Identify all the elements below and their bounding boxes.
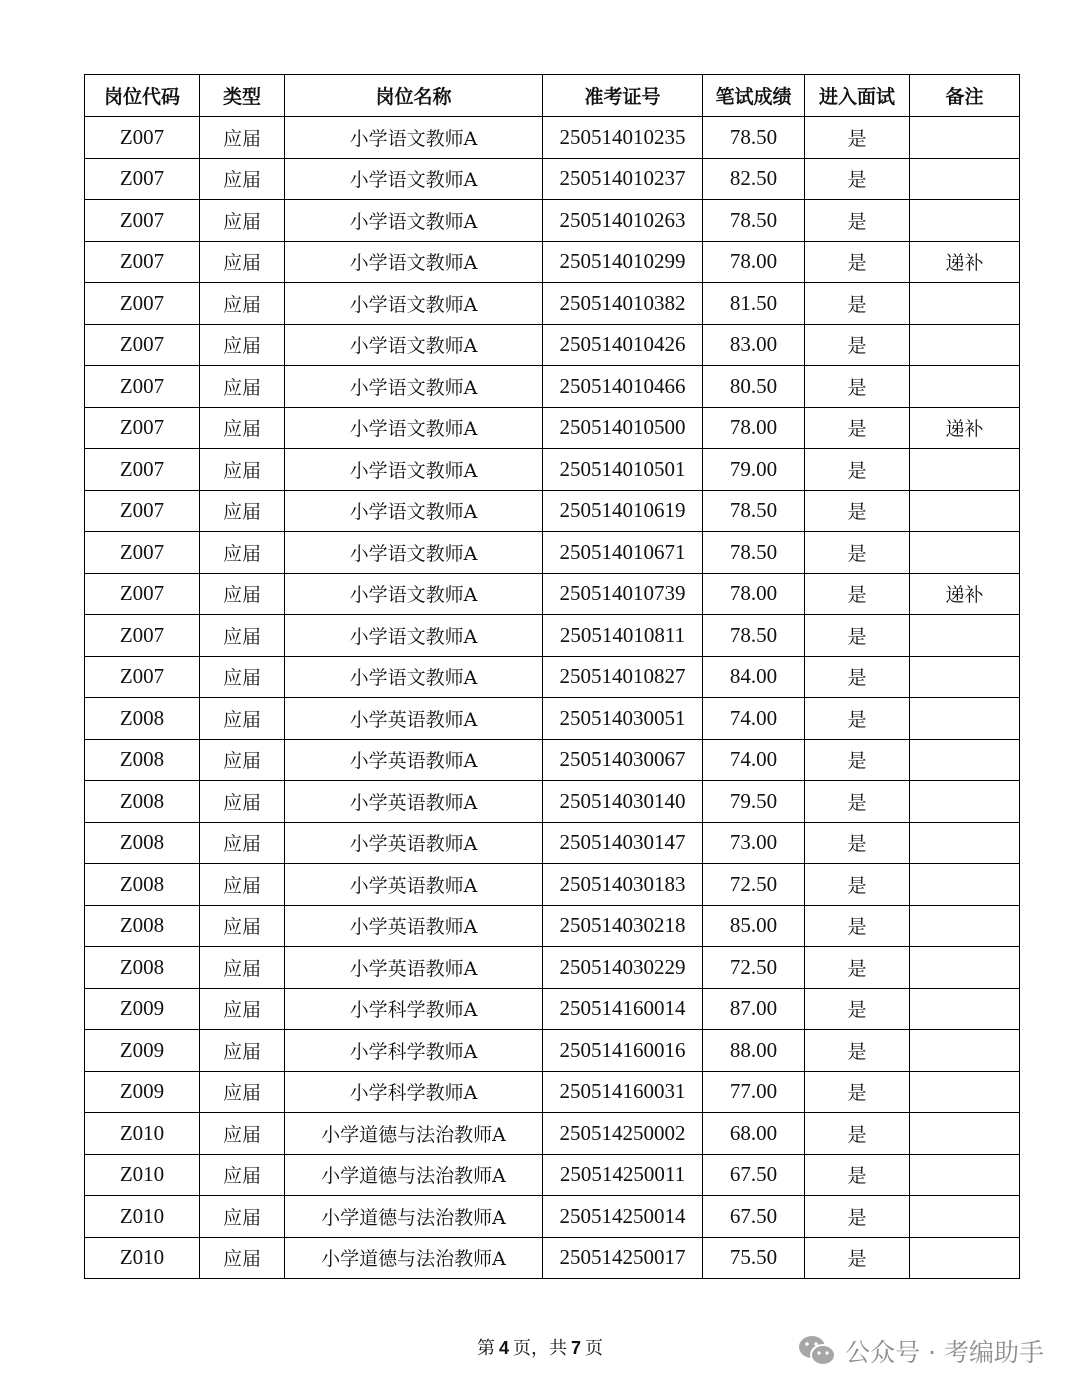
cell-written-score: 87.00 [703,988,805,1030]
cell-type: 应届 [200,822,285,864]
cell-remarks [910,449,1020,491]
table-row [85,988,1020,1030]
cell-exam-number: 250514010382 [543,283,703,325]
cell-type: 应届 [200,947,285,989]
col-header-post-code: 岗位代码 [85,75,200,117]
cell-written-score: 78.00 [703,573,805,615]
cell-exam-number: 250514010739 [543,573,703,615]
cell-type: 应届 [200,698,285,740]
cell-interview: 是 [805,1196,910,1238]
cell-post-name: 小学语文教师A [285,324,543,366]
table-row [85,1196,1020,1238]
table-row [85,283,1020,325]
cell-written-score: 84.00 [703,656,805,698]
cell-exam-number: 250514160014 [543,988,703,1030]
cell-exam-number: 250514010671 [543,532,703,574]
cell-type: 应届 [200,490,285,532]
cell-exam-number: 250514010501 [543,449,703,491]
cell-post-name: 小学英语教师A [285,947,543,989]
cell-written-score: 72.50 [703,947,805,989]
cell-remarks [910,781,1020,823]
cell-post-name: 小学语文教师A [285,241,543,283]
table-row [85,117,1020,159]
cell-exam-number: 250514250011 [543,1154,703,1196]
cell-post-code: Z007 [85,449,200,491]
cell-remarks [910,1196,1020,1238]
cell-post-code: Z007 [85,490,200,532]
cell-type: 应届 [200,573,285,615]
col-header-post-name: 岗位名称 [285,75,543,117]
cell-post-code: Z007 [85,241,200,283]
cell-remarks [910,324,1020,366]
cell-post-code: Z007 [85,656,200,698]
cell-post-code: Z007 [85,324,200,366]
cell-interview: 是 [805,864,910,906]
cell-remarks [910,1071,1020,1113]
table-row [85,324,1020,366]
cell-post-code: Z007 [85,573,200,615]
table-row [85,1113,1020,1155]
col-header-exam-number: 准考证号 [543,75,703,117]
cell-exam-number: 250514010237 [543,158,703,200]
cell-interview: 是 [805,407,910,449]
cell-type: 应届 [200,407,285,449]
cell-remarks [910,1154,1020,1196]
cell-interview: 是 [805,532,910,574]
current-page-number: 4 [498,1338,509,1358]
cell-interview: 是 [805,283,910,325]
table-row [85,1071,1020,1113]
cell-type: 应届 [200,532,285,574]
cell-written-score: 73.00 [703,822,805,864]
cell-type: 应届 [200,241,285,283]
table-row [85,241,1020,283]
cell-remarks [910,366,1020,408]
cell-written-score: 67.50 [703,1196,805,1238]
cell-interview: 是 [805,739,910,781]
cell-exam-number: 250514030067 [543,739,703,781]
cell-remarks: 递补 [910,407,1020,449]
cell-post-name: 小学英语教师A [285,822,543,864]
cell-written-score: 74.00 [703,739,805,781]
cell-exam-number: 250514010235 [543,117,703,159]
cell-post-name: 小学英语教师A [285,739,543,781]
cell-remarks [910,822,1020,864]
header-row [85,75,1020,117]
col-header-interview: 进入面试 [805,75,910,117]
cell-written-score: 77.00 [703,1071,805,1113]
cell-remarks [910,283,1020,325]
cell-interview: 是 [805,988,910,1030]
cell-interview: 是 [805,366,910,408]
table-row [85,698,1020,740]
cell-remarks [910,532,1020,574]
cell-post-name: 小学语文教师A [285,283,543,325]
cell-interview: 是 [805,1030,910,1072]
cell-exam-number: 250514030147 [543,822,703,864]
cell-exam-number: 250514160031 [543,1071,703,1113]
cell-exam-number: 250514160016 [543,1030,703,1072]
cell-interview: 是 [805,615,910,657]
table-row [85,1237,1020,1279]
cell-written-score: 67.50 [703,1154,805,1196]
cell-type: 应届 [200,366,285,408]
cell-type: 应届 [200,905,285,947]
cell-post-code: Z008 [85,864,200,906]
cell-remarks [910,739,1020,781]
table-row [85,615,1020,657]
cell-post-code: Z007 [85,532,200,574]
cell-interview: 是 [805,822,910,864]
cell-post-name: 小学语文教师A [285,615,543,657]
cell-post-code: Z007 [85,366,200,408]
cell-interview: 是 [805,1113,910,1155]
cell-remarks [910,656,1020,698]
cell-written-score: 79.50 [703,781,805,823]
cell-type: 应届 [200,1030,285,1072]
cell-remarks [910,200,1020,242]
col-header-type: 类型 [200,75,285,117]
cell-post-code: Z010 [85,1237,200,1279]
cell-post-name: 小学科学教师A [285,1030,543,1072]
cell-post-name: 小学道德与法治教师A [285,1113,543,1155]
cell-post-name: 小学语文教师A [285,117,543,159]
cell-interview: 是 [805,241,910,283]
footer-middle: 页，共 [513,1338,567,1359]
cell-post-code: Z008 [85,905,200,947]
cell-post-name: 小学英语教师A [285,781,543,823]
cell-exam-number: 250514010299 [543,241,703,283]
cell-written-score: 74.00 [703,698,805,740]
cell-post-code: Z008 [85,822,200,864]
cell-remarks [910,158,1020,200]
cell-written-score: 68.00 [703,1113,805,1155]
cell-exam-number: 250514030218 [543,905,703,947]
cell-post-code: Z007 [85,283,200,325]
cell-interview: 是 [805,947,910,989]
cell-post-code: Z009 [85,1030,200,1072]
cell-exam-number: 250514010426 [543,324,703,366]
cell-post-code: Z008 [85,781,200,823]
cell-written-score: 79.00 [703,449,805,491]
cell-interview: 是 [805,698,910,740]
cell-post-name: 小学语文教师A [285,158,543,200]
table-row [85,158,1020,200]
cell-written-score: 78.50 [703,117,805,159]
cell-written-score: 88.00 [703,1030,805,1072]
cell-exam-number: 250514010466 [543,366,703,408]
cell-post-name: 小学语文教师A [285,532,543,574]
cell-remarks [910,1237,1020,1279]
wechat-icon [797,1334,837,1368]
cell-exam-number: 250514250017 [543,1237,703,1279]
cell-remarks [910,1030,1020,1072]
cell-post-name: 小学语文教师A [285,490,543,532]
cell-interview: 是 [805,656,910,698]
cell-post-code: Z010 [85,1196,200,1238]
cell-post-name: 小学道德与法治教师A [285,1154,543,1196]
cell-written-score: 75.50 [703,1237,805,1279]
cell-post-name: 小学语文教师A [285,366,543,408]
cell-exam-number: 250514030229 [543,947,703,989]
cell-post-code: Z010 [85,1154,200,1196]
cell-written-score: 83.00 [703,324,805,366]
table-row [85,1154,1020,1196]
table-row [85,781,1020,823]
cell-post-name: 小学语文教师A [285,407,543,449]
cell-type: 应届 [200,1196,285,1238]
cell-exam-number: 250514010827 [543,656,703,698]
cell-post-code: Z010 [85,1113,200,1155]
table-body [85,117,1020,1279]
table-row [85,822,1020,864]
cell-interview: 是 [805,1071,910,1113]
cell-exam-number: 250514030140 [543,781,703,823]
cell-exam-number: 250514030051 [543,698,703,740]
cell-interview: 是 [805,573,910,615]
cell-written-score: 78.50 [703,532,805,574]
cell-post-name: 小学科学教师A [285,988,543,1030]
cell-written-score: 81.50 [703,283,805,325]
table-row [85,200,1020,242]
cell-type: 应届 [200,781,285,823]
footer-prefix: 第 [476,1338,495,1359]
col-header-remarks: 备注 [910,75,1020,117]
cell-interview: 是 [805,1237,910,1279]
cell-interview: 是 [805,200,910,242]
cell-remarks [910,490,1020,532]
cell-type: 应届 [200,449,285,491]
cell-written-score: 72.50 [703,864,805,906]
cell-type: 应届 [200,117,285,159]
cell-post-code: Z008 [85,698,200,740]
cell-remarks [910,1113,1020,1155]
table-row [85,573,1020,615]
cell-type: 应届 [200,200,285,242]
cell-type: 应届 [200,283,285,325]
cell-post-code: Z008 [85,947,200,989]
cell-post-code: Z007 [85,158,200,200]
table-row [85,1030,1020,1072]
cell-remarks [910,615,1020,657]
table-row [85,366,1020,408]
cell-post-name: 小学语文教师A [285,656,543,698]
cell-type: 应届 [200,158,285,200]
cell-post-name: 小学语文教师A [285,573,543,615]
cell-type: 应届 [200,1154,285,1196]
cell-written-score: 78.50 [703,615,805,657]
cell-remarks [910,698,1020,740]
cell-type: 应届 [200,656,285,698]
cell-remarks [910,905,1020,947]
cell-type: 应届 [200,739,285,781]
cell-post-code: Z007 [85,117,200,159]
cell-interview: 是 [805,781,910,823]
cell-type: 应届 [200,615,285,657]
cell-post-name: 小学科学教师A [285,1071,543,1113]
cell-exam-number: 250514010263 [543,200,703,242]
cell-post-code: Z007 [85,615,200,657]
table-row [85,739,1020,781]
cell-post-name: 小学语文教师A [285,449,543,491]
cell-post-name: 小学英语教师A [285,864,543,906]
cell-post-code: Z009 [85,1071,200,1113]
cell-exam-number: 250514030183 [543,864,703,906]
table-row [85,532,1020,574]
cell-post-code: Z007 [85,407,200,449]
cell-remarks: 递补 [910,241,1020,283]
cell-interview: 是 [805,324,910,366]
cell-written-score: 82.50 [703,158,805,200]
table-row [85,407,1020,449]
cell-post-code: Z007 [85,200,200,242]
cell-written-score: 80.50 [703,366,805,408]
table-row [85,449,1020,491]
total-pages-number: 7 [571,1338,582,1358]
table-row [85,864,1020,906]
col-header-written-score: 笔试成绩 [703,75,805,117]
cell-exam-number: 250514010811 [543,615,703,657]
table-row [85,656,1020,698]
cell-remarks [910,947,1020,989]
cell-post-name: 小学道德与法治教师A [285,1196,543,1238]
cell-remarks [910,117,1020,159]
cell-type: 应届 [200,988,285,1030]
watermark-text: 公众号 · 考编助手 [845,1338,1044,1367]
cell-interview: 是 [805,905,910,947]
cell-post-name: 小学英语教师A [285,905,543,947]
cell-post-name: 小学英语教师A [285,698,543,740]
cell-interview: 是 [805,490,910,532]
cell-post-code: Z008 [85,739,200,781]
cell-post-name: 小学道德与法治教师A [285,1237,543,1279]
cell-interview: 是 [805,158,910,200]
cell-interview: 是 [805,117,910,159]
cell-post-name: 小学语文教师A [285,200,543,242]
cell-type: 应届 [200,1071,285,1113]
cell-exam-number: 250514250014 [543,1196,703,1238]
cell-type: 应届 [200,864,285,906]
cell-remarks: 递补 [910,573,1020,615]
cell-interview: 是 [805,449,910,491]
cell-remarks [910,864,1020,906]
cell-exam-number: 250514250002 [543,1113,703,1155]
cell-type: 应届 [200,1113,285,1155]
cell-type: 应届 [200,324,285,366]
cell-written-score: 78.50 [703,200,805,242]
cell-post-code: Z009 [85,988,200,1030]
cell-written-score: 78.00 [703,241,805,283]
table-row [85,490,1020,532]
watermark [797,1333,1044,1369]
cell-written-score: 78.00 [703,407,805,449]
cell-written-score: 85.00 [703,905,805,947]
table-row [85,905,1020,947]
cell-remarks [910,988,1020,1030]
cell-written-score: 78.50 [703,490,805,532]
cell-interview: 是 [805,1154,910,1196]
footer-suffix: 页 [585,1338,604,1359]
table-row [85,947,1020,989]
cell-exam-number: 250514010619 [543,490,703,532]
cell-exam-number: 250514010500 [543,407,703,449]
results-table [84,74,1020,1279]
cell-type: 应届 [200,1237,285,1279]
